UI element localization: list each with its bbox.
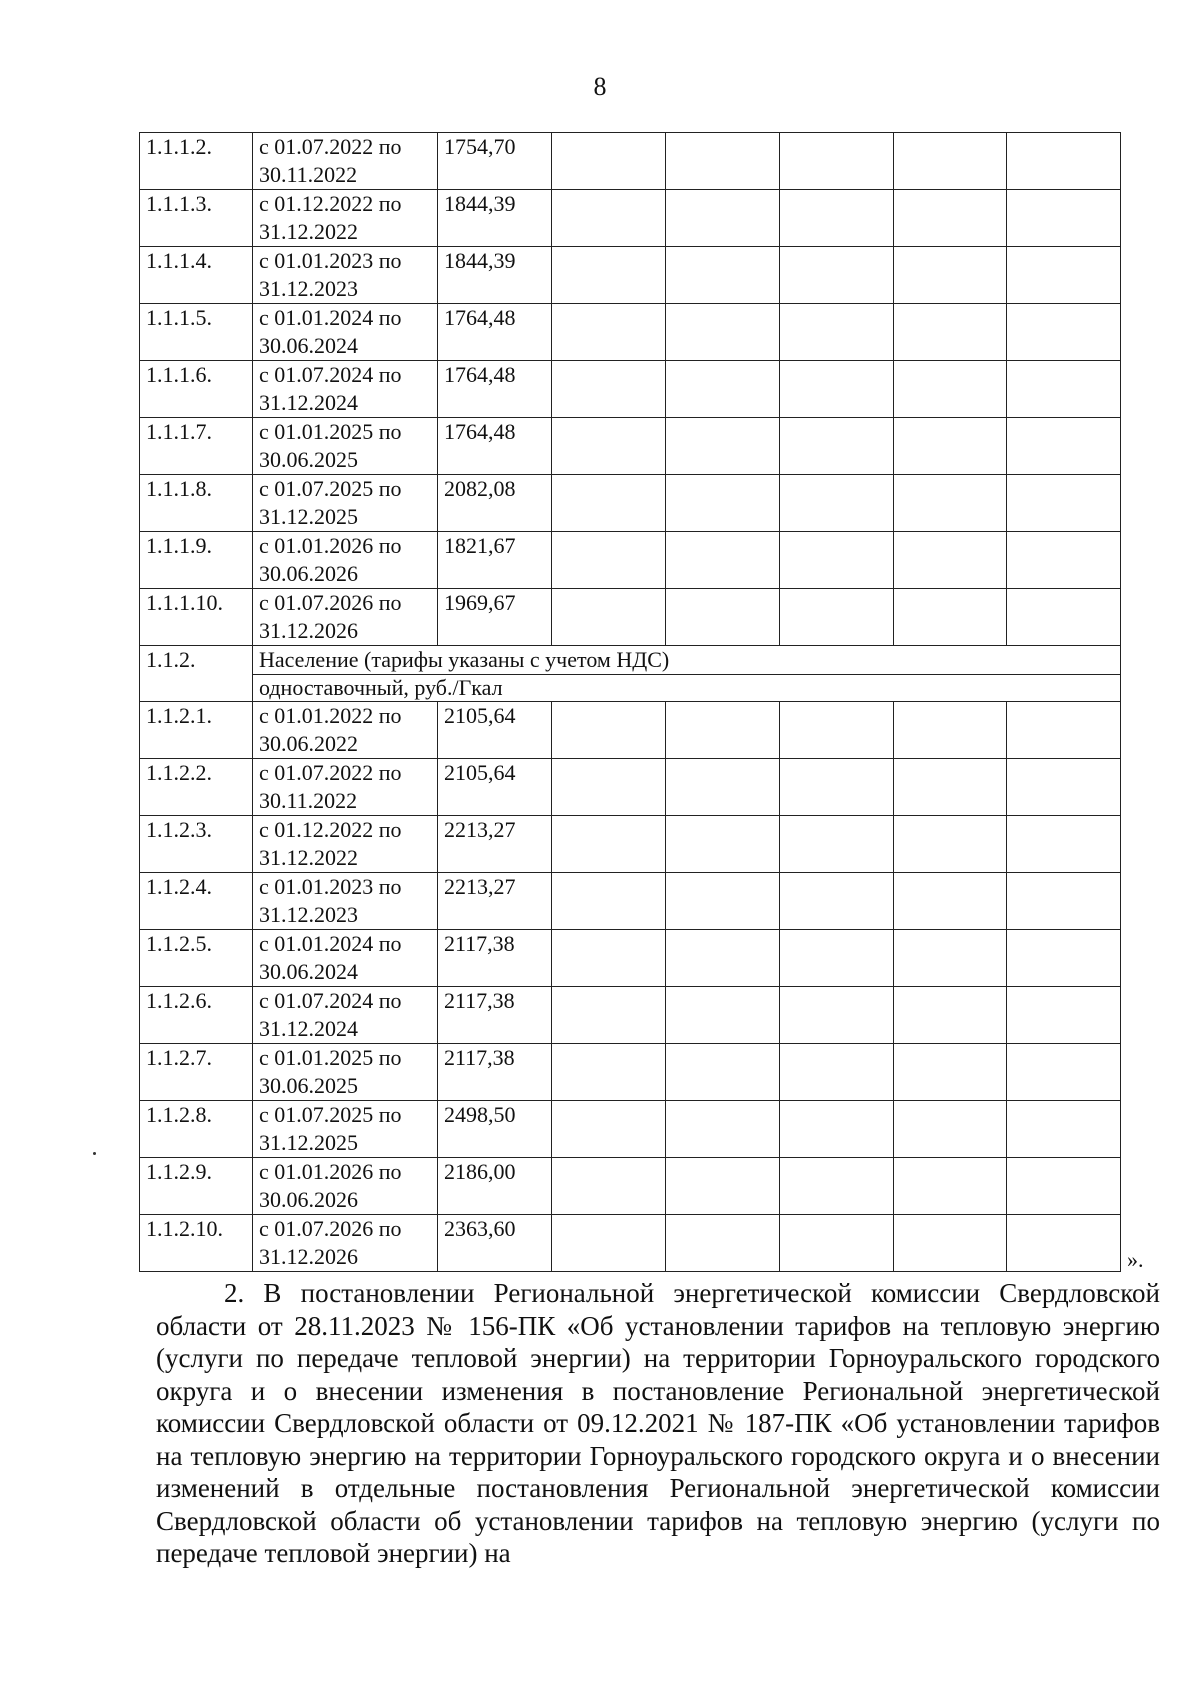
empty-cell (552, 418, 666, 475)
empty-cell (552, 1158, 666, 1215)
period-start: с 01.07.2025 по (259, 476, 402, 501)
table-row (140, 930, 1121, 987)
group-row (140, 646, 1121, 675)
row-value: 1969,67 (438, 589, 552, 646)
row-value: 2213,27 (438, 816, 552, 873)
row-period (253, 190, 438, 247)
period-start: с 01.01.2023 по (259, 874, 402, 899)
empty-cell (780, 589, 894, 646)
period-end: 30.06.2026 (259, 1187, 358, 1212)
row-number: 1.1.2.7. (140, 1044, 253, 1101)
row-period (253, 304, 438, 361)
empty-cell (666, 304, 780, 361)
row-value: 1844,39 (438, 190, 552, 247)
row-number: 1.1.2.8. (140, 1101, 253, 1158)
empty-cell (666, 1158, 780, 1215)
empty-cell (1007, 532, 1121, 589)
empty-cell (1007, 1101, 1121, 1158)
empty-cell (894, 987, 1007, 1044)
group-title: Население (тарифы указаны с учетом НДС) (253, 646, 1121, 675)
period-end: 30.06.2026 (259, 561, 358, 586)
row-number: 1.1.1.9. (140, 532, 253, 589)
row-value: 2117,38 (438, 930, 552, 987)
empty-cell (666, 1101, 780, 1158)
period-end: 30.06.2024 (259, 959, 358, 984)
table-row (140, 418, 1121, 475)
period-end: 30.06.2025 (259, 447, 358, 472)
row-number: 1.1.1.8. (140, 475, 253, 532)
empty-cell (780, 361, 894, 418)
empty-cell (780, 1215, 894, 1272)
empty-cell (666, 816, 780, 873)
empty-cell (894, 702, 1007, 759)
empty-cell (1007, 304, 1121, 361)
empty-cell (780, 133, 894, 190)
group-subtitle-row (140, 675, 1121, 702)
period-end: 31.12.2022 (259, 845, 358, 870)
empty-cell (666, 930, 780, 987)
empty-cell (552, 987, 666, 1044)
row-number: 1.1.2.5. (140, 930, 253, 987)
row-period (253, 702, 438, 759)
row-value: 1821,67 (438, 532, 552, 589)
table-row (140, 1101, 1121, 1158)
period-start: с 01.07.2026 по (259, 590, 402, 615)
empty-cell (780, 475, 894, 532)
period-end: 31.12.2024 (259, 1016, 358, 1041)
empty-cell (894, 930, 1007, 987)
empty-cell (1007, 816, 1121, 873)
row-period (253, 1044, 438, 1101)
row-number: 1.1.2.1. (140, 702, 253, 759)
tariff-rows-part1 (140, 133, 1121, 646)
empty-cell (552, 247, 666, 304)
period-end: 30.06.2022 (259, 731, 358, 756)
table-row (140, 304, 1121, 361)
row-value: 2186,00 (438, 1158, 552, 1215)
period-start: с 01.01.2025 по (259, 1045, 402, 1070)
empty-cell (1007, 418, 1121, 475)
empty-cell (552, 532, 666, 589)
row-period (253, 475, 438, 532)
period-start: с 01.07.2022 по (259, 760, 402, 785)
empty-cell (1007, 873, 1121, 930)
row-period (253, 418, 438, 475)
period-start: с 01.01.2026 по (259, 533, 402, 558)
period-start: с 01.01.2024 по (259, 931, 402, 956)
empty-cell (552, 1101, 666, 1158)
row-value: 2117,38 (438, 1044, 552, 1101)
empty-cell (552, 759, 666, 816)
period-start: с 01.01.2026 по (259, 1159, 402, 1184)
table-row (140, 1215, 1121, 1272)
row-period (253, 133, 438, 190)
row-value: 2498,50 (438, 1101, 552, 1158)
empty-cell (894, 759, 1007, 816)
row-value: 2105,64 (438, 702, 552, 759)
body-paragraph (156, 1277, 1160, 1570)
row-period (253, 987, 438, 1044)
empty-cell (1007, 475, 1121, 532)
table-row (140, 190, 1121, 247)
period-start: с 01.01.2024 по (259, 305, 402, 330)
period-start: с 01.07.2025 по (259, 1102, 402, 1127)
empty-cell (1007, 1044, 1121, 1101)
row-period (253, 1101, 438, 1158)
empty-cell (1007, 190, 1121, 247)
row-value: 1844,39 (438, 247, 552, 304)
empty-cell (894, 1044, 1007, 1101)
tariff-rows-part2 (140, 702, 1121, 1272)
empty-cell (552, 133, 666, 190)
empty-cell (552, 930, 666, 987)
empty-cell (666, 1215, 780, 1272)
row-number: 1.1.2.4. (140, 873, 253, 930)
table-row (140, 133, 1121, 190)
empty-cell (666, 987, 780, 1044)
empty-cell (552, 304, 666, 361)
empty-cell (894, 475, 1007, 532)
table-row (140, 475, 1121, 532)
empty-cell (780, 190, 894, 247)
row-value: 1764,48 (438, 418, 552, 475)
row-value: 2363,60 (438, 1215, 552, 1272)
period-start: с 01.07.2026 по (259, 1216, 402, 1241)
row-value: 1754,70 (438, 133, 552, 190)
empty-cell (666, 1044, 780, 1101)
period-end: 31.12.2026 (259, 1244, 358, 1269)
empty-cell (552, 475, 666, 532)
group-header (140, 646, 1121, 702)
period-end: 31.12.2023 (259, 902, 358, 927)
row-number: 1.1.2.10. (140, 1215, 253, 1272)
empty-cell (894, 190, 1007, 247)
period-start: с 01.12.2022 по (259, 191, 402, 216)
row-number: 1.1.1.10. (140, 589, 253, 646)
table-row (140, 987, 1121, 1044)
row-period (253, 873, 438, 930)
empty-cell (894, 1215, 1007, 1272)
empty-cell (780, 759, 894, 816)
row-value: 1764,48 (438, 304, 552, 361)
table-row (140, 759, 1121, 816)
empty-cell (666, 133, 780, 190)
empty-cell (894, 361, 1007, 418)
row-period (253, 589, 438, 646)
empty-cell (666, 702, 780, 759)
empty-cell (894, 1101, 1007, 1158)
period-start: с 01.12.2022 по (259, 817, 402, 842)
tariff-table (139, 132, 1121, 1272)
row-period (253, 1215, 438, 1272)
table-row (140, 589, 1121, 646)
empty-cell (666, 873, 780, 930)
row-value: 2082,08 (438, 475, 552, 532)
empty-cell (552, 361, 666, 418)
table-row (140, 873, 1121, 930)
empty-cell (894, 589, 1007, 646)
row-period (253, 361, 438, 418)
table-row (140, 361, 1121, 418)
period-end: 31.12.2022 (259, 219, 358, 244)
empty-cell (780, 702, 894, 759)
empty-cell (780, 1158, 894, 1215)
empty-cell (780, 987, 894, 1044)
row-period (253, 532, 438, 589)
row-value: 2117,38 (438, 987, 552, 1044)
period-start: с 01.01.2023 по (259, 248, 402, 273)
row-number: 1.1.1.5. (140, 304, 253, 361)
row-period (253, 816, 438, 873)
empty-cell (666, 759, 780, 816)
empty-cell (894, 532, 1007, 589)
period-end: 31.12.2025 (259, 504, 358, 529)
empty-cell (1007, 133, 1121, 190)
group-subtitle: одноставочный, руб./Гкал (253, 675, 1121, 702)
empty-cell (894, 418, 1007, 475)
empty-cell (666, 418, 780, 475)
scan-speck (93, 1152, 96, 1155)
empty-cell (552, 816, 666, 873)
row-number: 1.1.2.2. (140, 759, 253, 816)
empty-cell (894, 247, 1007, 304)
empty-cell (666, 190, 780, 247)
row-number: 1.1.1.2. (140, 133, 253, 190)
empty-cell (894, 816, 1007, 873)
table-row (140, 1044, 1121, 1101)
table-row (140, 816, 1121, 873)
empty-cell (666, 532, 780, 589)
row-value: 1764,48 (438, 361, 552, 418)
period-end: 30.11.2022 (259, 788, 358, 813)
empty-cell (1007, 589, 1121, 646)
empty-cell (666, 475, 780, 532)
row-period (253, 1158, 438, 1215)
empty-cell (780, 816, 894, 873)
empty-cell (1007, 702, 1121, 759)
empty-cell (1007, 987, 1121, 1044)
row-period (253, 247, 438, 304)
row-number: 1.1.1.3. (140, 190, 253, 247)
empty-cell (780, 532, 894, 589)
empty-cell (552, 1044, 666, 1101)
row-number: 1.1.2.6. (140, 987, 253, 1044)
row-number: 1.1.1.7. (140, 418, 253, 475)
empty-cell (780, 304, 894, 361)
empty-cell (780, 1044, 894, 1101)
empty-cell (1007, 930, 1121, 987)
empty-cell (894, 1158, 1007, 1215)
empty-cell (552, 1215, 666, 1272)
period-end: 30.06.2025 (259, 1073, 358, 1098)
empty-cell (780, 247, 894, 304)
empty-cell (1007, 247, 1121, 304)
empty-cell (666, 361, 780, 418)
paragraph-text: 2. В постановлении Региональной энергетической комиссии Свердловской области от 28.11.2023 № 156-ПК «Об установлении тарифов на тепловую энергию (услуги по передаче тепловой энергии) на территории Горноуральского городского округа и о внесении изменения в постановление Региональной энергетической комиссии Свердловской области от 09.12.2021 № 187-ПК «Об установлении тарифов на тепловую энергию на территории Горноуральского городского округа и о внесении изменений в отдельные постановления Региональной энергетической комиссии Свердловской области об установлении тарифов на тепловую энергию (услуги по передаче тепловой энергии) на (156, 1278, 1160, 1568)
row-value: 2105,64 (438, 759, 552, 816)
period-start: с 01.07.2024 по (259, 988, 402, 1013)
empty-cell (666, 247, 780, 304)
empty-cell (666, 589, 780, 646)
row-number: 1.1.2.9. (140, 1158, 253, 1215)
row-number: 1.1.1.4. (140, 247, 253, 304)
empty-cell (780, 930, 894, 987)
page-number: 8 (593, 72, 607, 101)
empty-cell (1007, 759, 1121, 816)
group-number: 1.1.2. (140, 646, 253, 702)
period-end: 30.06.2024 (259, 333, 358, 358)
row-number: 1.1.1.6. (140, 361, 253, 418)
empty-cell (552, 873, 666, 930)
empty-cell (894, 133, 1007, 190)
table-row (140, 247, 1121, 304)
empty-cell (1007, 1215, 1121, 1272)
empty-cell (552, 589, 666, 646)
empty-cell (894, 873, 1007, 930)
period-end: 31.12.2023 (259, 276, 358, 301)
period-end: 31.12.2026 (259, 618, 358, 643)
closing-quote: ». (1127, 1247, 1144, 1272)
empty-cell (552, 702, 666, 759)
empty-cell (894, 304, 1007, 361)
period-end: 31.12.2024 (259, 390, 358, 415)
empty-cell (780, 1101, 894, 1158)
row-number: 1.1.2.3. (140, 816, 253, 873)
row-period (253, 759, 438, 816)
empty-cell (1007, 361, 1121, 418)
table-row (140, 532, 1121, 589)
period-start: с 01.07.2022 по (259, 134, 402, 159)
row-value: 2213,27 (438, 873, 552, 930)
empty-cell (780, 873, 894, 930)
period-start: с 01.01.2025 по (259, 419, 402, 444)
empty-cell (780, 418, 894, 475)
row-period (253, 930, 438, 987)
period-start: с 01.01.2022 по (259, 703, 402, 728)
empty-cell (552, 190, 666, 247)
period-start: с 01.07.2024 по (259, 362, 402, 387)
period-end: 31.12.2025 (259, 1130, 358, 1155)
empty-cell (1007, 1158, 1121, 1215)
table-row (140, 1158, 1121, 1215)
period-end: 30.11.2022 (259, 162, 358, 187)
table-row (140, 702, 1121, 759)
